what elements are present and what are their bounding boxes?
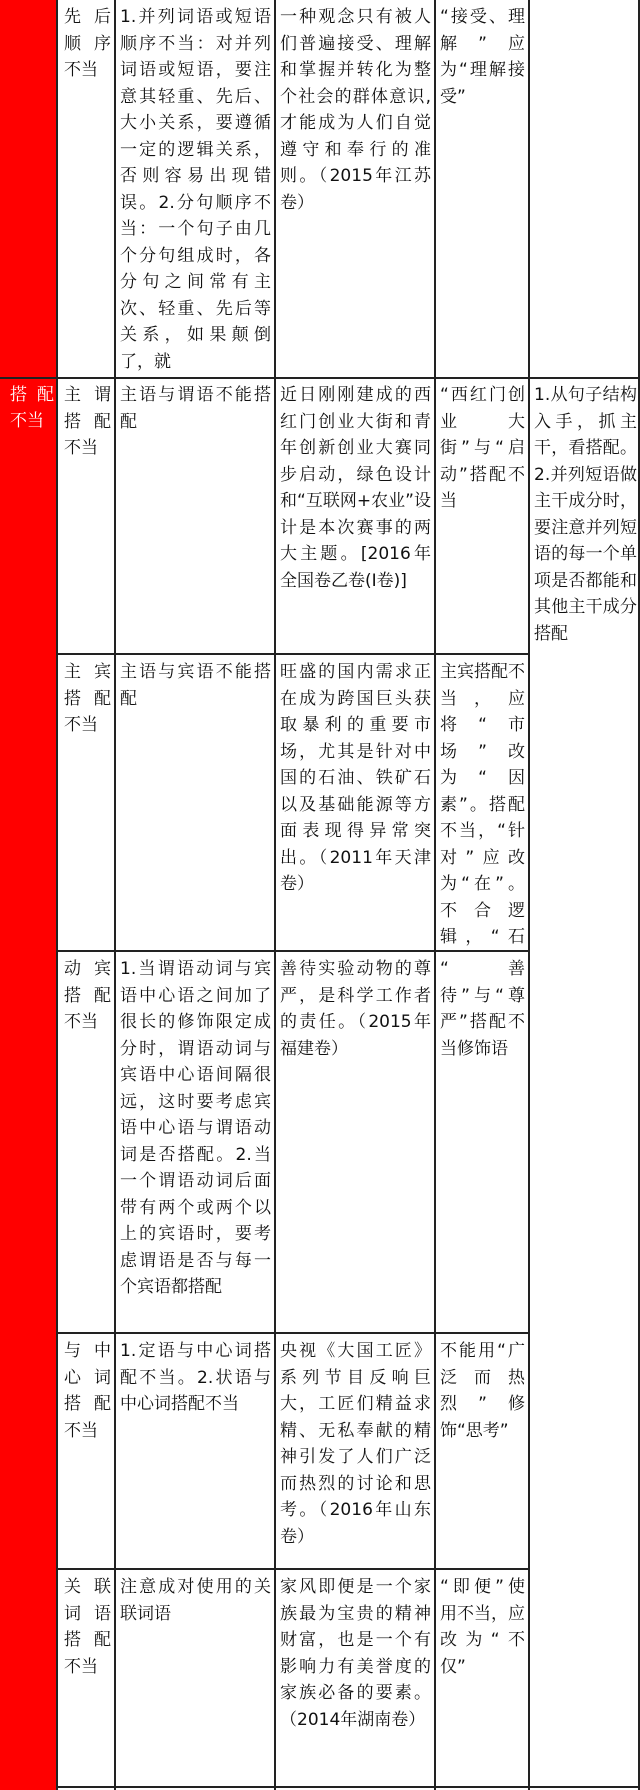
row-5-subtype: 与中心词搭配不当	[64, 1341, 111, 1441]
grid-vline	[114, 0, 116, 1790]
row-4-example: 善待实验动物的尊严，是科学工作者的责任。（2015年福建卷）	[280, 959, 431, 1059]
grid-vline	[528, 0, 530, 1790]
row-1-example: 一种观念只有被人们普遍接受、理解和掌握并转化为整个社会的群体意识,才能成为人们自觉遵守和奉行的准则。（2015年江苏卷）	[280, 7, 431, 213]
grid-hline	[56, 1568, 530, 1570]
grid-hline	[0, 377, 640, 379]
row-3-subtype: 主宾搭配不当	[64, 662, 111, 735]
row-4-description: 1.当谓语动词与宾语中心语之间加了很长的修饰限定成分时，谓语动词与宾语中心语间隔很远，这时要考虑宾语中心语与谓语动词是否搭配。2.当一个谓语动词后面带有两个或两个以上的宾语时，要考虑谓语是否与每一个宾语都搭配	[120, 959, 271, 1297]
grid-hline	[56, 1332, 530, 1334]
row-1-description: 1.并列词语或短语顺序不当：对并列词语或短语，要注意其轻重、先后、大小关系，要遵循一定的逻辑关系，否则容易出现错误。2.分句顺序不当：一个句子由几个分句组成时，各分句之间常有主次、轻重、先后等关系，如果颠倒了，就	[120, 7, 271, 372]
grid-hline	[56, 950, 530, 952]
row-3-example: 旺盛的国内需求正在成为跨国巨头获取暴利的重要市场，尤其是针对中国的石油、铁矿石以及基础能源等方面表现得异常突出。（2011年天津卷）	[280, 662, 431, 894]
grid-hline	[56, 1786, 640, 1788]
row-5-analysis: 不能用“广泛而热烈”修饰“思考”	[440, 1341, 525, 1441]
row-6-description: 注意成对使用的关联词语	[120, 1577, 271, 1624]
row-5-example: 央视《大国工匠》系列节目反响巨大，工匠们精益求精、无私奉献的精神引发了人们广泛而热烈的讨论和思考。（2016年山东卷）	[280, 1341, 431, 1547]
row-4-subtype: 动宾搭配不当	[64, 959, 111, 1032]
method-text: 1.从句子结构入手，抓主干，看搭配。2.并列短语做主干成分时，要注意并列短语的每一个单项是否都能和其他主干成分搭配	[534, 385, 637, 644]
row-6-subtype: 关联词语搭配不当	[64, 1577, 111, 1677]
row-2-analysis: “西红门创业大街”与“启动”搭配不当	[440, 385, 525, 511]
grid-hline	[56, 653, 530, 655]
category-column-red	[0, 0, 56, 1790]
row-1-subtype: 先后顺序不当	[64, 7, 111, 80]
row-3-analysis: 主宾搭配不当，应将“市场”改为“因素”。搭配不当，“针对”应改为“在”。不合逻辑，“石	[440, 662, 525, 947]
row-6-example: 家风即便是一个家族最为宝贵的精神财富，也是一个有影响力有美誉度的家族必备的要素。（2014年湖南卷）	[280, 1577, 431, 1730]
row-2-example: 近日刚刚建成的西红门创业大街和青年创新创业大赛同步启动，绿色设计和“互联网+农业”设计是本次赛事的两大主题。[2016年全国卷乙卷(Ⅰ卷)]	[280, 385, 431, 591]
row-6-analysis: “即便”使用不当，应改为“不仅”	[440, 1577, 525, 1677]
grid-vline	[434, 0, 436, 1790]
grid-vline	[56, 0, 58, 1790]
row-5-description: 1.定语与中心词搭配不当。2.状语与中心词搭配不当	[120, 1341, 271, 1414]
grid-vline	[274, 0, 276, 1790]
category-label: 搭配不当	[10, 385, 54, 431]
row-1-analysis: “接受、理解”应为“理解接受”	[440, 7, 525, 107]
row-4-analysis: “善待”与“尊严”搭配不当修饰语	[440, 959, 525, 1059]
row-2-subtype: 主谓搭配不当	[64, 385, 111, 458]
row-3-description: 主语与宾语不能搭配	[120, 662, 271, 709]
row-2-description: 主语与谓语不能搭配	[120, 385, 271, 432]
